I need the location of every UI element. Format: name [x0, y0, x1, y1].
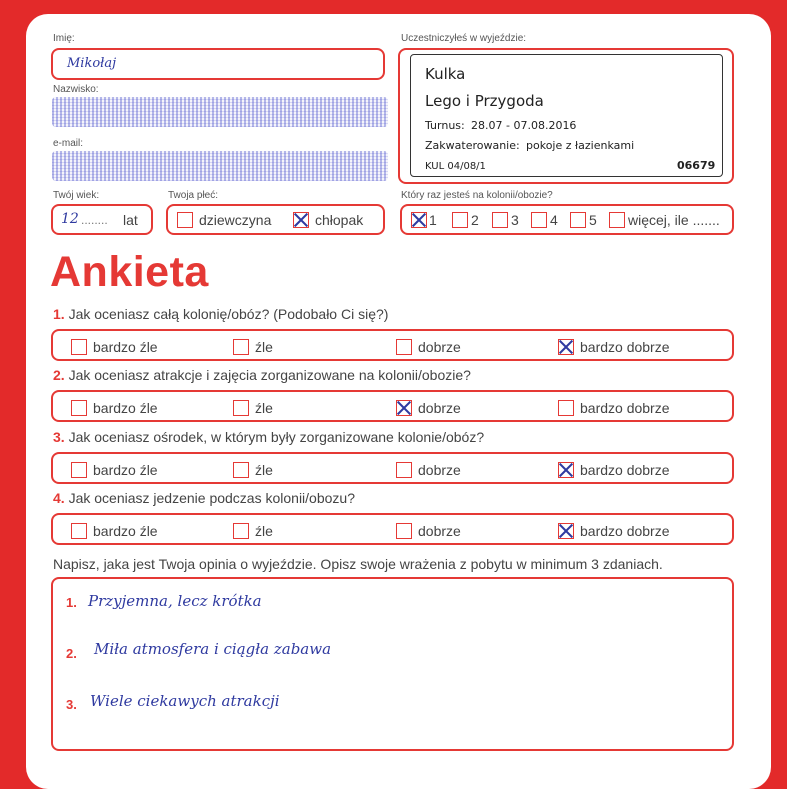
- times-option-more[interactable]: więcej, ile .......: [609, 211, 720, 228]
- question-2-option-3-checkbox[interactable]: [396, 400, 412, 416]
- age-field[interactable]: [51, 204, 153, 235]
- question-1-number: 1.: [53, 306, 65, 322]
- question-4-option-2-checkbox[interactable]: [233, 523, 249, 539]
- age-label: Twój wiek:: [53, 190, 100, 201]
- question-2-option-1-label: bardzo źle: [93, 400, 158, 417]
- question-2-option-2-label: źle: [255, 400, 273, 417]
- surname-redacted: [52, 97, 388, 127]
- question-3-option-1[interactable]: [71, 461, 158, 478]
- question-3-option-3-checkbox[interactable]: [396, 462, 412, 478]
- question-2-option-3[interactable]: [396, 399, 461, 416]
- question-1-option-4-label: bardzo dobrze: [580, 339, 670, 356]
- question-4-text: [53, 490, 355, 506]
- question-4-option-4-checkbox[interactable]: [558, 523, 574, 539]
- opinion-line-1-num: 1.: [66, 595, 77, 610]
- question-4-label: Jak oceniasz jedzenie podczas kolonii/obozu?: [68, 490, 355, 506]
- participant-label: Uczestniczyłeś w wyjeździe:: [401, 33, 527, 44]
- times-option-2[interactable]: 2: [452, 211, 479, 228]
- opinion-line-2: Miła atmosfera i ciągła zabawa: [94, 640, 332, 658]
- question-4-option-1-label: bardzo źle: [93, 523, 158, 540]
- age-value: 12: [61, 211, 79, 227]
- gender-field: [166, 204, 385, 235]
- times-field: [400, 204, 734, 235]
- question-4-option-3-checkbox[interactable]: [396, 523, 412, 539]
- opinion-line-2-num: 2.: [66, 646, 77, 661]
- question-4-option-3[interactable]: [396, 522, 461, 539]
- times-option-4[interactable]: 4: [531, 211, 558, 228]
- gender-option-girl[interactable]: dziewczyna: [177, 211, 271, 228]
- question-1-label: Jak oceniasz całą kolonię/obóz? (Podobało Ci się?): [68, 306, 389, 322]
- times-4-checkbox[interactable]: [531, 212, 547, 228]
- times-option-1[interactable]: 1: [411, 211, 437, 228]
- question-1-option-3[interactable]: [396, 338, 461, 355]
- opinion-line-3-num: 3.: [66, 697, 77, 712]
- opinion-line-1: Przyjemna, lecz krótka: [88, 592, 262, 610]
- question-4-option-1[interactable]: [71, 522, 158, 539]
- question-2-option-4[interactable]: [558, 399, 670, 416]
- question-4-option-2[interactable]: [233, 522, 273, 539]
- email-label: e-mail:: [53, 138, 84, 149]
- question-2-option-4-checkbox[interactable]: [558, 400, 574, 416]
- camp-info-box: [398, 48, 734, 184]
- question-2-answers: [51, 390, 734, 422]
- question-4-option-1-checkbox[interactable]: [71, 523, 87, 539]
- surname-label: Nazwisko:: [53, 84, 99, 95]
- question-2-option-2-checkbox[interactable]: [233, 400, 249, 416]
- accom-value: pokoje z łazienkami: [526, 139, 635, 152]
- times-5-checkbox[interactable]: [570, 212, 586, 228]
- question-4-option-3-label: dobrze: [418, 523, 461, 540]
- question-3-option-1-checkbox[interactable]: [71, 462, 87, 478]
- question-1-option-1-label: bardzo źle: [93, 339, 158, 356]
- camp-program: Lego i Przygoda: [425, 92, 544, 110]
- boy-checkbox[interactable]: [293, 212, 309, 228]
- gender-option-boy[interactable]: chłopak: [293, 211, 363, 228]
- times-option-3[interactable]: 3: [492, 211, 519, 228]
- question-1-option-2-checkbox[interactable]: [233, 339, 249, 355]
- turnus-value: 28.07 - 07.08.2016: [471, 119, 577, 132]
- camp-code: KUL 04/08/1: [425, 161, 486, 172]
- question-3-option-4[interactable]: [558, 461, 670, 478]
- question-1-option-1[interactable]: [71, 338, 158, 355]
- question-3-option-4-label: bardzo dobrze: [580, 462, 670, 479]
- question-3-option-2-label: źle: [255, 462, 273, 479]
- question-3-option-2[interactable]: [233, 461, 273, 478]
- camp-info-label: [410, 54, 723, 177]
- times-option-5[interactable]: 5: [570, 211, 597, 228]
- question-1-option-2[interactable]: [233, 338, 273, 355]
- question-1-option-3-checkbox[interactable]: [396, 339, 412, 355]
- name-label: Imię:: [53, 33, 75, 44]
- question-2-option-1[interactable]: [71, 399, 158, 416]
- question-1-answers: [51, 329, 734, 361]
- gender-label: Twoja płeć:: [168, 190, 219, 201]
- question-2-option-3-label: dobrze: [418, 400, 461, 417]
- question-1-text: [53, 306, 388, 322]
- question-4-number: 4.: [53, 490, 65, 506]
- times-3-checkbox[interactable]: [492, 212, 508, 228]
- question-2-label: Jak oceniasz atrakcje i zajęcia zorganizowane na kolonii/obozie?: [68, 367, 471, 383]
- girl-checkbox[interactable]: [177, 212, 193, 228]
- question-2-option-2[interactable]: [233, 399, 273, 416]
- opinion-prompt: Napisz, jaka jest Twoja opinia o wyjeździe. Opisz swoje wrażenia z pobytu w minimum 3 zdaniach.: [53, 556, 663, 572]
- question-1-option-4[interactable]: [558, 338, 670, 355]
- age-dots: ........: [81, 213, 108, 227]
- email-redacted: [52, 151, 388, 181]
- name-field[interactable]: [51, 48, 385, 80]
- question-3-option-2-checkbox[interactable]: [233, 462, 249, 478]
- question-1-option-1-checkbox[interactable]: [71, 339, 87, 355]
- question-2-option-4-label: bardzo dobrze: [580, 400, 670, 417]
- turnus-label: Turnus:: [425, 119, 465, 132]
- age-unit: lat: [123, 212, 138, 228]
- question-3-answers: [51, 452, 734, 484]
- question-2-number: 2.: [53, 367, 65, 383]
- question-2-text: [53, 367, 471, 383]
- camp-name: Kulka: [425, 65, 466, 83]
- question-3-option-3-label: dobrze: [418, 462, 461, 479]
- question-3-text: [53, 429, 484, 445]
- question-4-option-2-label: źle: [255, 523, 273, 540]
- times-2-checkbox[interactable]: [452, 212, 468, 228]
- camp-number: 06679: [677, 159, 716, 172]
- times-1-checkbox[interactable]: [411, 212, 427, 228]
- question-4-option-4-label: bardzo dobrze: [580, 523, 670, 540]
- question-1-option-4-checkbox[interactable]: [558, 339, 574, 355]
- page-title: Ankieta: [50, 248, 209, 296]
- question-1-option-2-label: źle: [255, 339, 273, 356]
- question-4-answers: [51, 513, 734, 545]
- opinion-line-3: Wiele ciekawych atrakcji: [90, 692, 280, 710]
- accom-label: Zakwaterowanie:: [425, 139, 520, 152]
- question-4-option-4[interactable]: [558, 522, 670, 539]
- question-3-option-3[interactable]: [396, 461, 461, 478]
- question-3-option-4-checkbox[interactable]: [558, 462, 574, 478]
- question-3-label: Jak oceniasz ośrodek, w którym były zorganizowane kolonie/obóz?: [68, 429, 485, 445]
- question-2-option-1-checkbox[interactable]: [71, 400, 87, 416]
- name-value: Mikołaj: [67, 56, 117, 71]
- times-more-checkbox[interactable]: [609, 212, 625, 228]
- question-1-option-3-label: dobrze: [418, 339, 461, 356]
- times-label: Który raz jesteś na kolonii/obozie?: [401, 190, 553, 201]
- question-3-option-1-label: bardzo źle: [93, 462, 158, 479]
- question-3-number: 3.: [53, 429, 65, 445]
